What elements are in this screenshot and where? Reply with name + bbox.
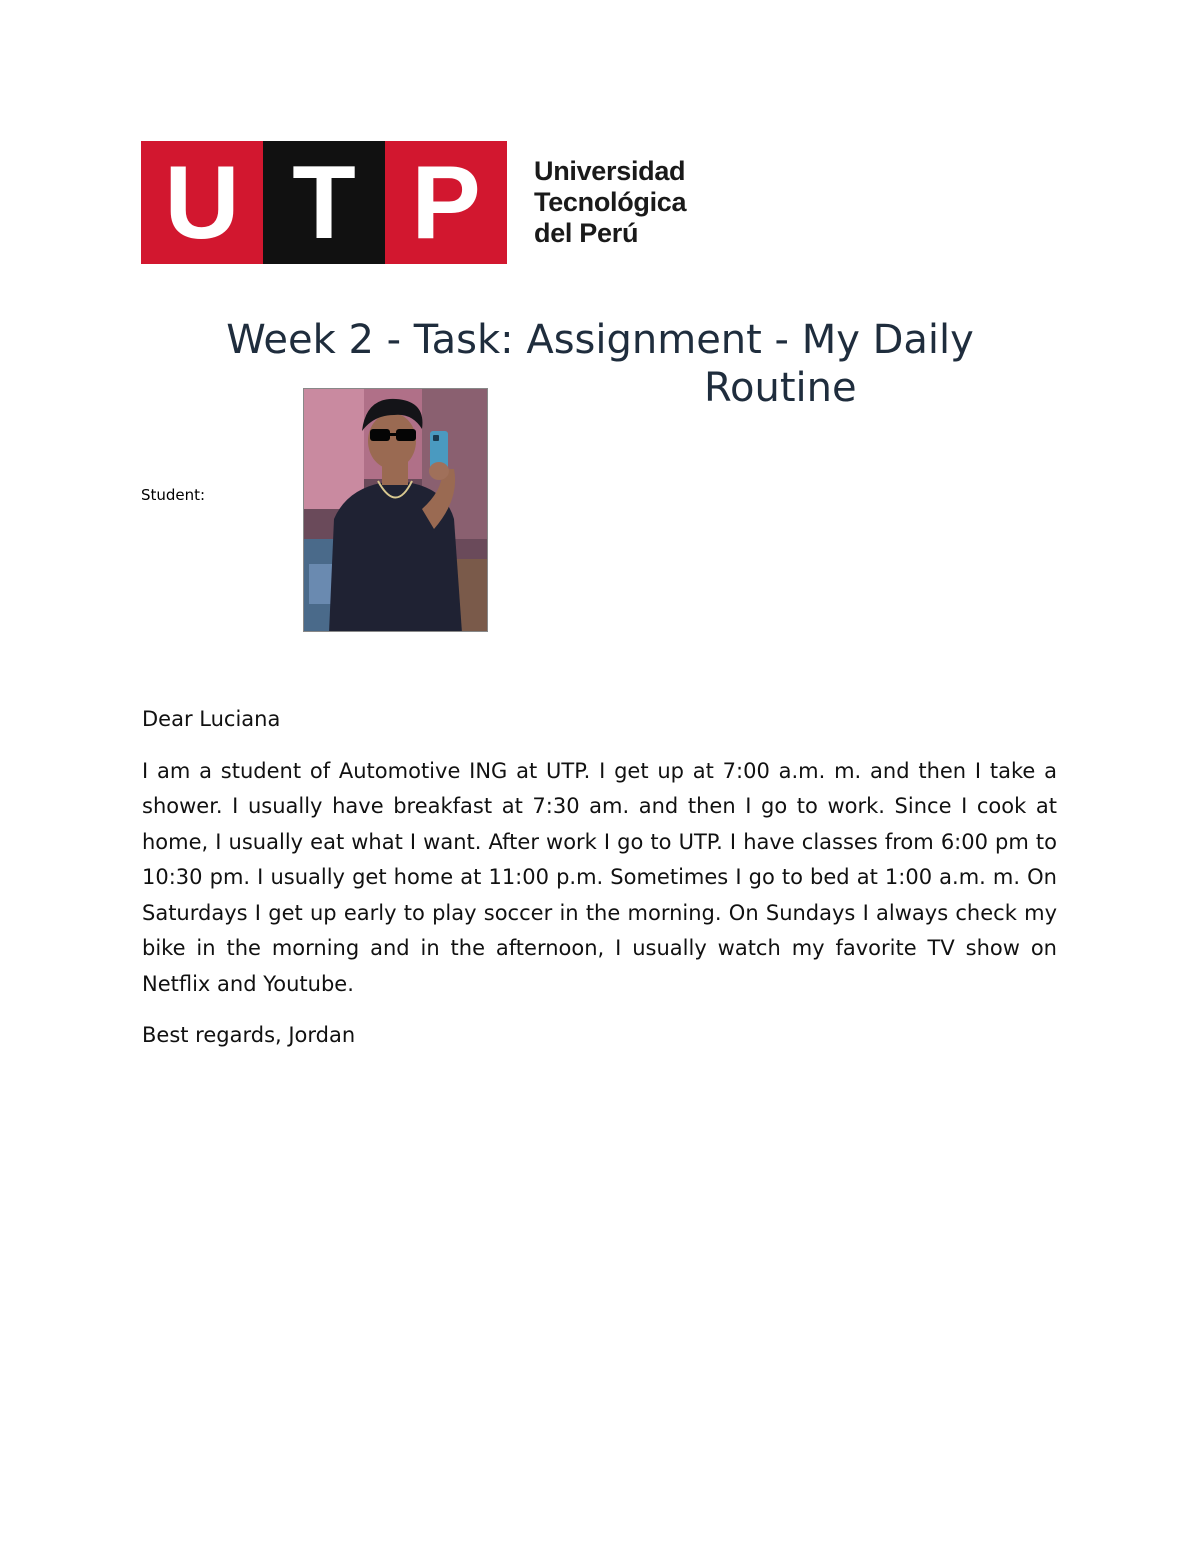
letter-body: I am a student of Automotive ING at UTP. I get up at 7:00 a.m. m. and then I take a shower. I usually have breakfast at 7:30 am. and then I go to work. Since I cook at home, I usually eat what I want. After work I go to UTP. I have classes from 6:00 pm to 10:30 pm. I usually get home at 11:00 p.m. Sometimes I go to bed at 1:00 a.m. m. On Saturdays I get up early to play soccer in the morning. On Sundays I always check my bike in the morning and in the afternoon, I usually watch my favorite TV show on Netflix and Youtube. [142, 758, 1057, 996]
university-name-line-1: Universidad [534, 156, 686, 186]
logo-letter-t: T [263, 141, 385, 264]
university-name-line-2: Tecnológica [534, 187, 687, 217]
student-label: Student: [141, 486, 206, 504]
logo-letter-p: P [385, 141, 507, 264]
letter-greeting: Dear Luciana [142, 707, 281, 731]
document-title [150, 316, 1050, 411]
letter-closing: Best regards, Jordan [142, 1023, 356, 1047]
logo-letter-u: U [141, 141, 263, 264]
title-line-2: Routine [704, 365, 857, 411]
letter [142, 702, 1057, 1054]
university-name [534, 156, 686, 249]
title-line-1: Week 2 - Task: Assignment - My Daily [226, 317, 974, 363]
university-name-line-3: del Perú [534, 218, 639, 248]
student-photo [303, 388, 488, 632]
utp-logo [141, 141, 507, 264]
